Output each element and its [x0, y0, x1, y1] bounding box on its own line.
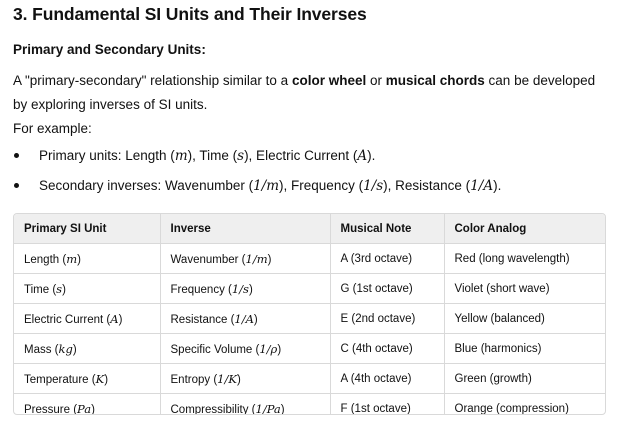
cell-unit: Temperature (K)	[14, 364, 160, 394]
bullet-text: ).	[367, 148, 376, 163]
bullet-text: ), Resistance (	[383, 178, 471, 193]
table	[14, 214, 605, 415]
section-title: 3. Fundamental SI Units and Their Inverses	[13, 4, 367, 24]
bullet-text: Secondary inverses: Wavenumber (	[39, 178, 254, 193]
table-header-row	[14, 214, 605, 244]
cell-inverse: Wavenumber (1/m)	[160, 244, 330, 274]
cell-inverse: Entropy (1/K)	[160, 364, 330, 394]
cell-note: A (3rd octave)	[330, 244, 444, 274]
math-symbol: 1/m	[253, 178, 280, 194]
intro-paragraph	[13, 69, 613, 141]
bullet-item-secondary	[13, 174, 501, 204]
bullet-item-primary	[13, 144, 501, 174]
bullet-text: ), Electric Current (	[244, 148, 358, 163]
paragraph-text: can be developed	[484, 73, 596, 88]
cell-color: Blue (harmonics)	[444, 334, 605, 364]
subheading: Primary and Secondary Units:	[13, 42, 206, 57]
cell-unit: Pressure (Pa)	[14, 394, 160, 416]
cell-note: A (4th octave)	[330, 364, 444, 394]
bullet-list	[13, 144, 501, 204]
si-units-table	[13, 213, 606, 415]
cell-color: Orange (compression)	[454, 402, 569, 415]
bullet-text: Primary units: Length (	[39, 148, 175, 163]
table-row	[14, 394, 605, 416]
table-row	[14, 364, 605, 394]
cell-unit: Length (m)	[14, 244, 160, 274]
cell-unit: Mass (kg)	[14, 334, 160, 364]
table-row	[14, 334, 605, 364]
cell-note: C (4th octave)	[330, 334, 444, 364]
math-symbol: m	[174, 148, 188, 164]
cell-inverse: Specific Volume (1/ρ)	[160, 334, 330, 364]
cell-inverse: Compressibility (1/Pa)	[160, 394, 330, 416]
paragraph-text: A "primary-secondary" relationship similar to a	[13, 73, 292, 88]
column-header-primary-unit: Primary SI Unit	[14, 214, 160, 244]
bullet-dot-icon	[14, 153, 19, 158]
cell-unit: Time (s)	[14, 274, 160, 304]
column-header-inverse: Inverse	[160, 214, 330, 244]
cell-color: Green (growth)	[444, 364, 605, 394]
paragraph-line-2: by exploring inverses of SI units.	[13, 97, 208, 112]
cell-color: Yellow (balanced)	[444, 304, 605, 334]
cell-note: F (1st octave)	[330, 394, 444, 416]
math-symbol: s	[237, 148, 245, 164]
cell-note: G (1st octave)	[330, 274, 444, 304]
cell-color: Violet (short wave)	[444, 274, 605, 304]
cell-unit: Electric Current (A)	[14, 304, 160, 334]
bullet-text: ), Time (	[187, 148, 238, 163]
cell-inverse: Resistance (1/A)	[160, 304, 330, 334]
bold-term-musical-chords: musical chords	[385, 73, 485, 88]
math-symbol: 1/A	[470, 178, 494, 194]
bullet-dot-icon	[14, 183, 19, 188]
math-symbol: 1/s	[363, 178, 384, 194]
math-symbol: A	[357, 148, 368, 164]
bullet-text: ), Frequency (	[279, 178, 364, 193]
table-row	[14, 274, 605, 304]
bold-term-color-wheel: color wheel	[291, 73, 367, 88]
table-row	[14, 244, 605, 274]
cell-color: Red (long wavelength)	[444, 244, 605, 274]
paragraph-line-3: For example:	[13, 121, 92, 136]
column-header-color-analog: Color Analog	[444, 214, 605, 244]
column-header-musical-note: Musical Note	[330, 214, 444, 244]
cell-inverse: Frequency (1/s)	[160, 274, 330, 304]
table-row	[14, 304, 605, 334]
bullet-text: ).	[493, 178, 502, 193]
paragraph-text: or	[366, 73, 386, 88]
cell-note: E (2nd octave)	[330, 304, 444, 334]
paragraph-line-1	[13, 69, 613, 93]
